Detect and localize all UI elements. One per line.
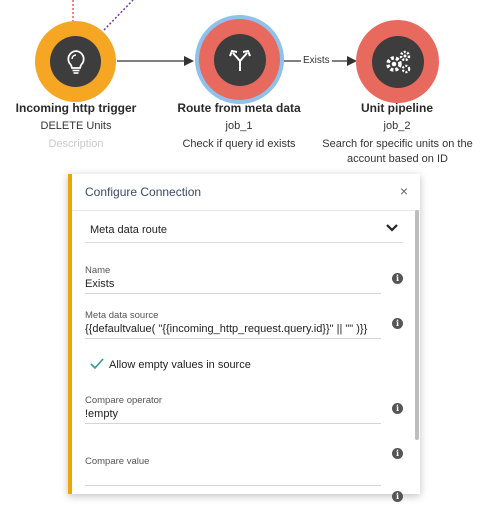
meta-data-source-input[interactable]: {{defaultvalue( "{{incoming_http_request.query.id}}" || "" )}} [85, 323, 381, 339]
info-icon[interactable]: i [392, 448, 403, 459]
node-inner-circle [214, 34, 266, 86]
node-title: Unit pipeline [361, 101, 433, 115]
dialog-header [72, 174, 420, 211]
node-description: Check if query id exists [182, 138, 296, 150]
node-subtitle: job_2 [383, 120, 411, 132]
info-icon[interactable]: i [392, 318, 403, 329]
select-value: Meta data route [90, 224, 168, 236]
incoming-connector-purple [104, 0, 133, 30]
meta-data-source-label: Meta data source [85, 310, 159, 321]
node-subtitle: job_1 [225, 120, 253, 132]
node-inner-circle [50, 36, 101, 87]
lightbulb-icon [65, 49, 87, 75]
info-icon[interactable]: i [392, 491, 403, 502]
node-description[interactable]: Description [48, 138, 104, 150]
configure-connection-dialog [68, 174, 420, 501]
info-icon[interactable]: i [392, 403, 403, 414]
edge-2-label[interactable]: Exists [303, 55, 330, 66]
node-circle[interactable] [356, 20, 439, 103]
node-title: Incoming http trigger [15, 101, 137, 115]
compare-value-input[interactable] [85, 469, 381, 486]
close-icon[interactable]: × [399, 183, 408, 199]
node-circle[interactable] [195, 15, 284, 104]
gears-icon [383, 48, 413, 76]
compare-operator-field[interactable] [85, 395, 381, 424]
dialog-scrollbar[interactable] [415, 210, 419, 440]
name-input[interactable]: Exists [85, 278, 381, 294]
node-title: Route from meta data [177, 101, 301, 115]
compare-operator-label: Compare operator [85, 395, 163, 406]
node-inner-circle [372, 36, 424, 88]
edge-1-arrow [184, 56, 194, 66]
name-label: Name [85, 265, 111, 276]
name-field[interactable] [85, 265, 381, 294]
node-subtitle: DELETE Units [40, 120, 112, 132]
dialog-title: Configure Connection [85, 185, 202, 199]
meta-data-source-field[interactable] [85, 310, 381, 339]
route-split-icon [227, 47, 253, 73]
info-icon[interactable]: i [392, 273, 403, 284]
compare-value-field[interactable] [85, 456, 381, 486]
node-circle[interactable] [35, 21, 116, 102]
allow-empty-label: Allow empty values in source [109, 359, 251, 371]
compare-value-label: Compare value [85, 456, 150, 467]
connection-type-select[interactable] [85, 217, 403, 243]
checkmark-icon[interactable] [90, 358, 104, 370]
node-description: Search for specific units on the account based on ID [322, 138, 473, 165]
compare-operator-input[interactable]: !empty [85, 408, 381, 424]
chevron-down-icon[interactable] [385, 221, 399, 235]
